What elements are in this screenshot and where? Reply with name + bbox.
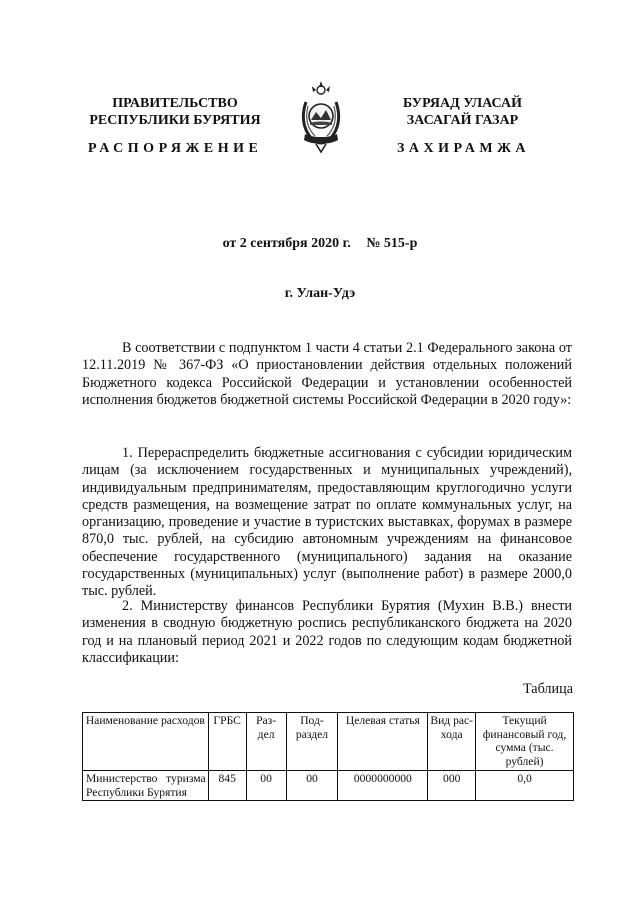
doc-date: от 2 сентября 2020 г. — [222, 236, 351, 251]
header-left-line1: ПРАВИТЕЛЬСТВО — [112, 96, 238, 111]
cell-target: 0000000000 — [338, 771, 428, 801]
table-header-row — [83, 713, 574, 771]
doc-number: № 515-р — [366, 236, 418, 251]
header-right-line1: БУРЯАД УЛАСАЙ — [403, 96, 522, 111]
cell-type: 000 — [428, 771, 476, 801]
cell-name: Министерство туризма Республики Бурятия — [83, 771, 209, 801]
cell-grbs: 845 — [208, 771, 246, 801]
doc-kind-ru: РАСПОРЯЖЕНИЕ — [88, 141, 263, 156]
header-left-line2: РЕСПУБЛИКИ БУРЯТИЯ — [89, 113, 261, 128]
coat-of-arms-icon — [298, 78, 344, 154]
table-row — [83, 771, 574, 801]
cell-amount: 0,0 — [476, 771, 574, 801]
col-header-grbs: ГРБС — [208, 713, 246, 771]
col-header-amount: Текущий финансовый год, сумма (тыс. рублей) — [476, 713, 574, 771]
preamble-paragraph: В соответствии с подпунктом 1 части 4 статьи 2.1 Федерального закона от 12.11.2019 № 367-ФЗ «О приостановлении действия отдельных положений Бюджетного кодекса Российской Федерации и установлении особенностей исполнения бюджетов бюджетной системы Российской Федерации в 2020 году»: — [82, 340, 572, 408]
cell-section: 00 — [246, 771, 286, 801]
col-header-target: Целевая статья — [338, 713, 428, 771]
table-caption: Таблица — [522, 681, 573, 697]
budget-table — [82, 712, 574, 801]
doc-city: г. Улан-Удэ — [284, 286, 356, 301]
col-header-section: Раз-дел — [246, 713, 286, 771]
header-right — [345, 95, 580, 129]
col-header-type: Вид рас-хода — [428, 713, 476, 771]
header-left — [60, 95, 290, 129]
col-header-name: Наименование расходов — [83, 713, 209, 771]
doc-kind-bua: ЗАХИРАМЖА — [397, 141, 531, 156]
item2-paragraph: 2. Министерству финансов Республики Бурятия (Мухин В.В.) внести изменения в сводную бюджетную роспись республиканского бюджета на 2020 год и на плановый период 2021 и 2022 годов по следующим кодам бюджетной классификации: — [82, 598, 572, 666]
cell-subsection: 00 — [286, 771, 338, 801]
date-line — [0, 236, 640, 252]
col-header-subsection: Под-раздел — [286, 713, 338, 771]
item1-paragraph: 1. Перераспределить бюджетные ассигнования с субсидии юридическим лицам (за исключением государственных и муниципальных учреждений), индивидуальным предпринимателям, предоставляющим круглогодично услуги средств размещения, на возмещение затрат по оплате коммунальных услуг, на организацию, проведение и участие в туристских выставках, форумах в размере 870,0 тыс. рублей, на субсидию автономным учреждениям на финансовое обеспечение государственного (муниципального) задания на оказание государственных (муниципальных) услуг (выполнение работ) в размере 2000,0 тыс. рублей. — [82, 445, 572, 600]
header-right-line2: ЗАСАГАЙ ГАЗАР — [406, 113, 519, 128]
